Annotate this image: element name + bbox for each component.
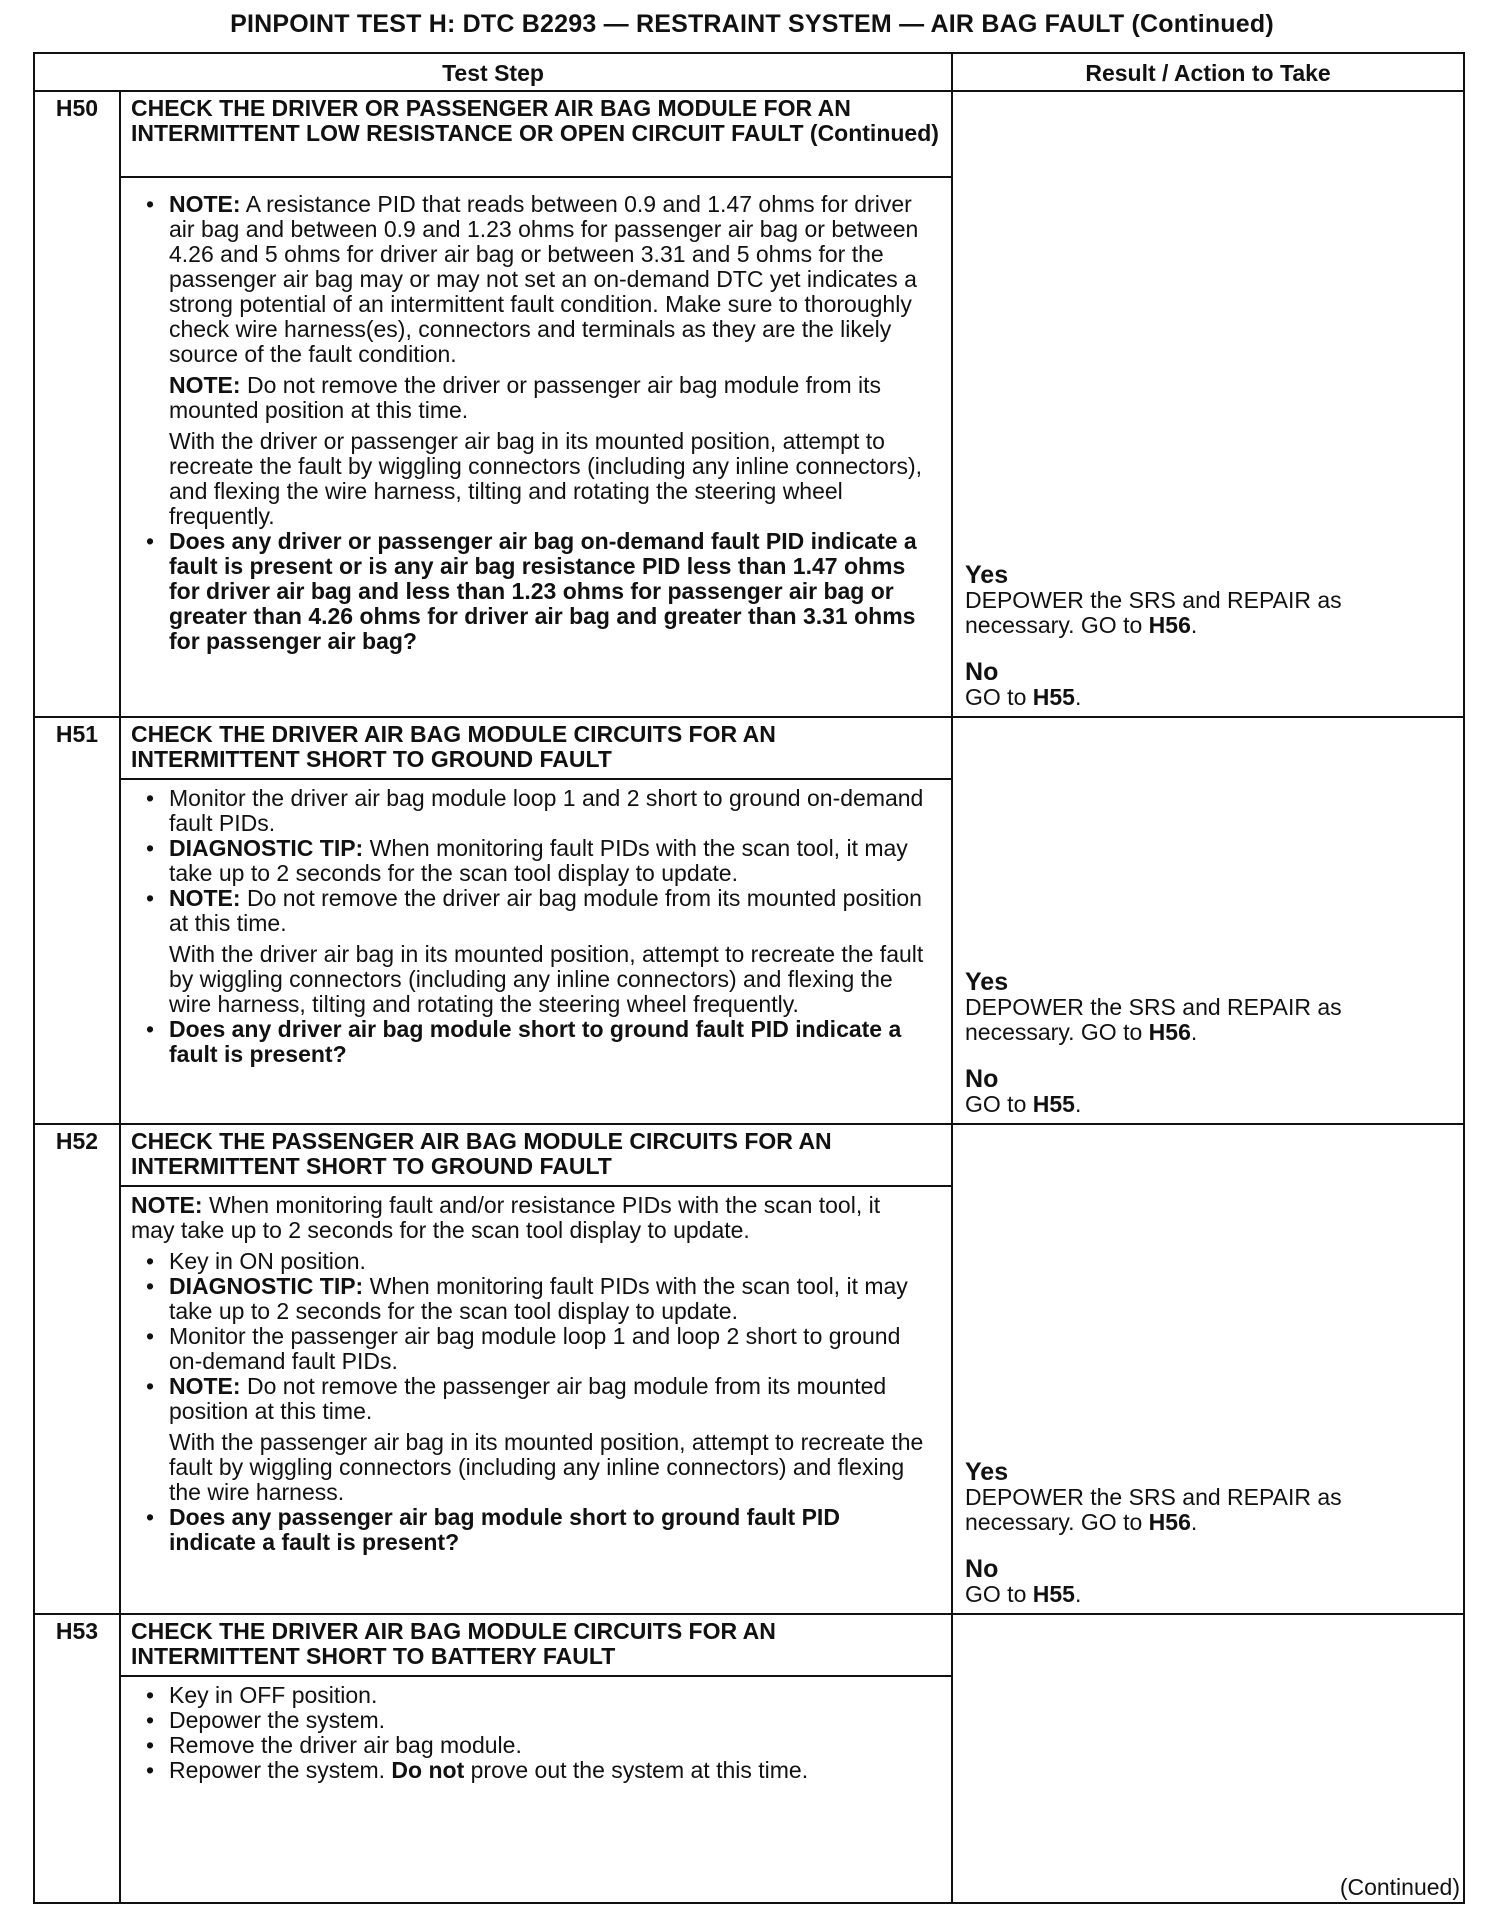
instruction-paragraph: With the driver air bag in its mounted position, attempt to recreate the fault by wiggling connectors (including any inline connectors) and flexing the wire harness, tilting and rotating the steering wheel frequently. [169, 941, 924, 1017]
step-body [120, 779, 952, 1124]
step-number: H51 [34, 717, 120, 1124]
step-body [120, 1676, 952, 1903]
result-yes-label: Yes [965, 561, 1009, 589]
step-body [120, 1186, 952, 1614]
step-number: H53 [34, 1614, 120, 1903]
step-h51-title-row [34, 717, 1464, 779]
list-item: • Does any driver or passenger air bag on-demand fault PID indicate a fault is present or is any air bag resistance PID less than 1.47 ohms for driver air bag and less than 1.23 ohms for passenger air bag or greater than 4.26 ohms for driver air bag and greater than 3.31 ohms for passenger air bag? [145, 528, 917, 654]
step-h51-result [952, 717, 1464, 1124]
step-title: CHECK THE PASSENGER AIR BAG MODULE CIRCUITS FOR AN INTERMITTENT SHORT TO GROUND FAULT [120, 1124, 952, 1186]
step-h50-title-row [34, 91, 1464, 177]
list-item: • NOTE: Do not remove the driver air bag module from its mounted position at this time. [145, 885, 922, 936]
step-title: CHECK THE DRIVER OR PASSENGER AIR BAG MODULE FOR AN INTERMITTENT LOW RESISTANCE OR OPEN CIRCUIT FAULT (Continued) [120, 91, 952, 177]
list-item: • Depower the system. [145, 1707, 386, 1733]
step-number: H52 [34, 1124, 120, 1614]
list-item: • Key in ON position. [145, 1248, 366, 1274]
result-yes-label: Yes [965, 1458, 1009, 1486]
result-no-label: No [965, 1065, 999, 1093]
list-item: • Remove the driver air bag module. [145, 1732, 522, 1758]
list-item: • Repower the system. Do not prove out the system at this time. [145, 1757, 809, 1783]
continued-footer: (Continued) [1339, 1874, 1460, 1900]
step-body [120, 177, 952, 717]
step-title: CHECK THE DRIVER AIR BAG MODULE CIRCUITS FOR AN INTERMITTENT SHORT TO BATTERY FAULT [120, 1614, 952, 1676]
list-item: • DIAGNOSTIC TIP: When monitoring fault PIDs with the scan tool, it may take up to 2 seconds for the scan tool display to update. [145, 835, 908, 886]
list-item: • Does any driver air bag module short to ground fault PID indicate a fault is present? [145, 1016, 902, 1067]
list-item: • NOTE: A resistance PID that reads between 0.9 and 1.47 ohms for driver air bag and between 0.9 and 1.23 ohms for passenger air bag or between 4.26 and 5 ohms for driver air bag or between 3.31 and 5 ohms for the passenger air bag may or may not set an on-demand DTC yet indicates a strong potential of an intermittent fault condition. Make sure to thoroughly check wire harness(es), connectors and terminals as they are the likely source of the fault condition. [145, 191, 919, 367]
list-item: • Key in OFF position. [145, 1682, 378, 1708]
result-no-label: No [965, 658, 999, 686]
instruction-paragraph: With the driver or passenger air bag in its mounted position, attempt to recreate the fault by wiggling connectors (including any inline connectors), and flexing the wire harness, tilting and rotating the steering wheel frequently. [169, 428, 923, 529]
result-no-label: No [965, 1555, 999, 1583]
note-paragraph: NOTE: When monitoring fault and/or resistance PIDs with the scan tool, it may take up to 2 seconds for the scan tool display to update. [131, 1192, 881, 1243]
result-no-action: GO to H55. [965, 684, 1082, 710]
result-no-action: GO to H55. [965, 1581, 1082, 1607]
step-h52-result [952, 1124, 1464, 1614]
step-h53-result [952, 1614, 1464, 1903]
step-h53-title-row [34, 1614, 1464, 1676]
table-header-row [34, 53, 1464, 91]
result-no-action: GO to H55. [965, 1091, 1082, 1117]
result-yes-action: DEPOWER the SRS and REPAIR as necessary. GO to H56. [965, 1484, 1342, 1535]
list-item: • Monitor the passenger air bag module loop 1 and loop 2 short to ground on-demand fault PIDs. [145, 1323, 901, 1374]
header-test-step: Test Step [34, 53, 952, 91]
step-number: H50 [34, 91, 120, 717]
pinpoint-test-table [33, 52, 1465, 1904]
instruction-paragraph: With the passenger air bag in its mounted position, attempt to recreate the fault by wiggling connectors (including any inline connectors) and flexing the wire harness. [169, 1429, 924, 1505]
list-item: • DIAGNOSTIC TIP: When monitoring fault PIDs with the scan tool, it may take up to 2 seconds for the scan tool display to update. [145, 1273, 908, 1324]
result-yes-action: DEPOWER the SRS and REPAIR as necessary. GO to H56. [965, 587, 1342, 638]
page-title: PINPOINT TEST H: DTC B2293 — RESTRAINT SYSTEM — AIR BAG FAULT (Continued) [230, 10, 1274, 38]
result-yes-action: DEPOWER the SRS and REPAIR as necessary. GO to H56. [965, 994, 1342, 1045]
list-item: • NOTE: Do not remove the passenger air bag module from its mounted position at this time. [145, 1373, 887, 1424]
note-paragraph: NOTE: Do not remove the driver or passenger air bag module from its mounted position at this time. [169, 372, 882, 423]
step-h52-title-row [34, 1124, 1464, 1186]
list-item: • Does any passenger air bag module short to ground fault PID indicate a fault is present? [145, 1504, 840, 1555]
step-title: CHECK THE DRIVER AIR BAG MODULE CIRCUITS FOR AN INTERMITTENT SHORT TO GROUND FAULT [120, 717, 952, 779]
header-result: Result / Action to Take [952, 53, 1464, 91]
list-item: • Monitor the driver air bag module loop 1 and 2 short to ground on-demand fault PIDs. [145, 785, 924, 836]
result-yes-label: Yes [965, 968, 1009, 996]
step-h50-result [952, 91, 1464, 717]
